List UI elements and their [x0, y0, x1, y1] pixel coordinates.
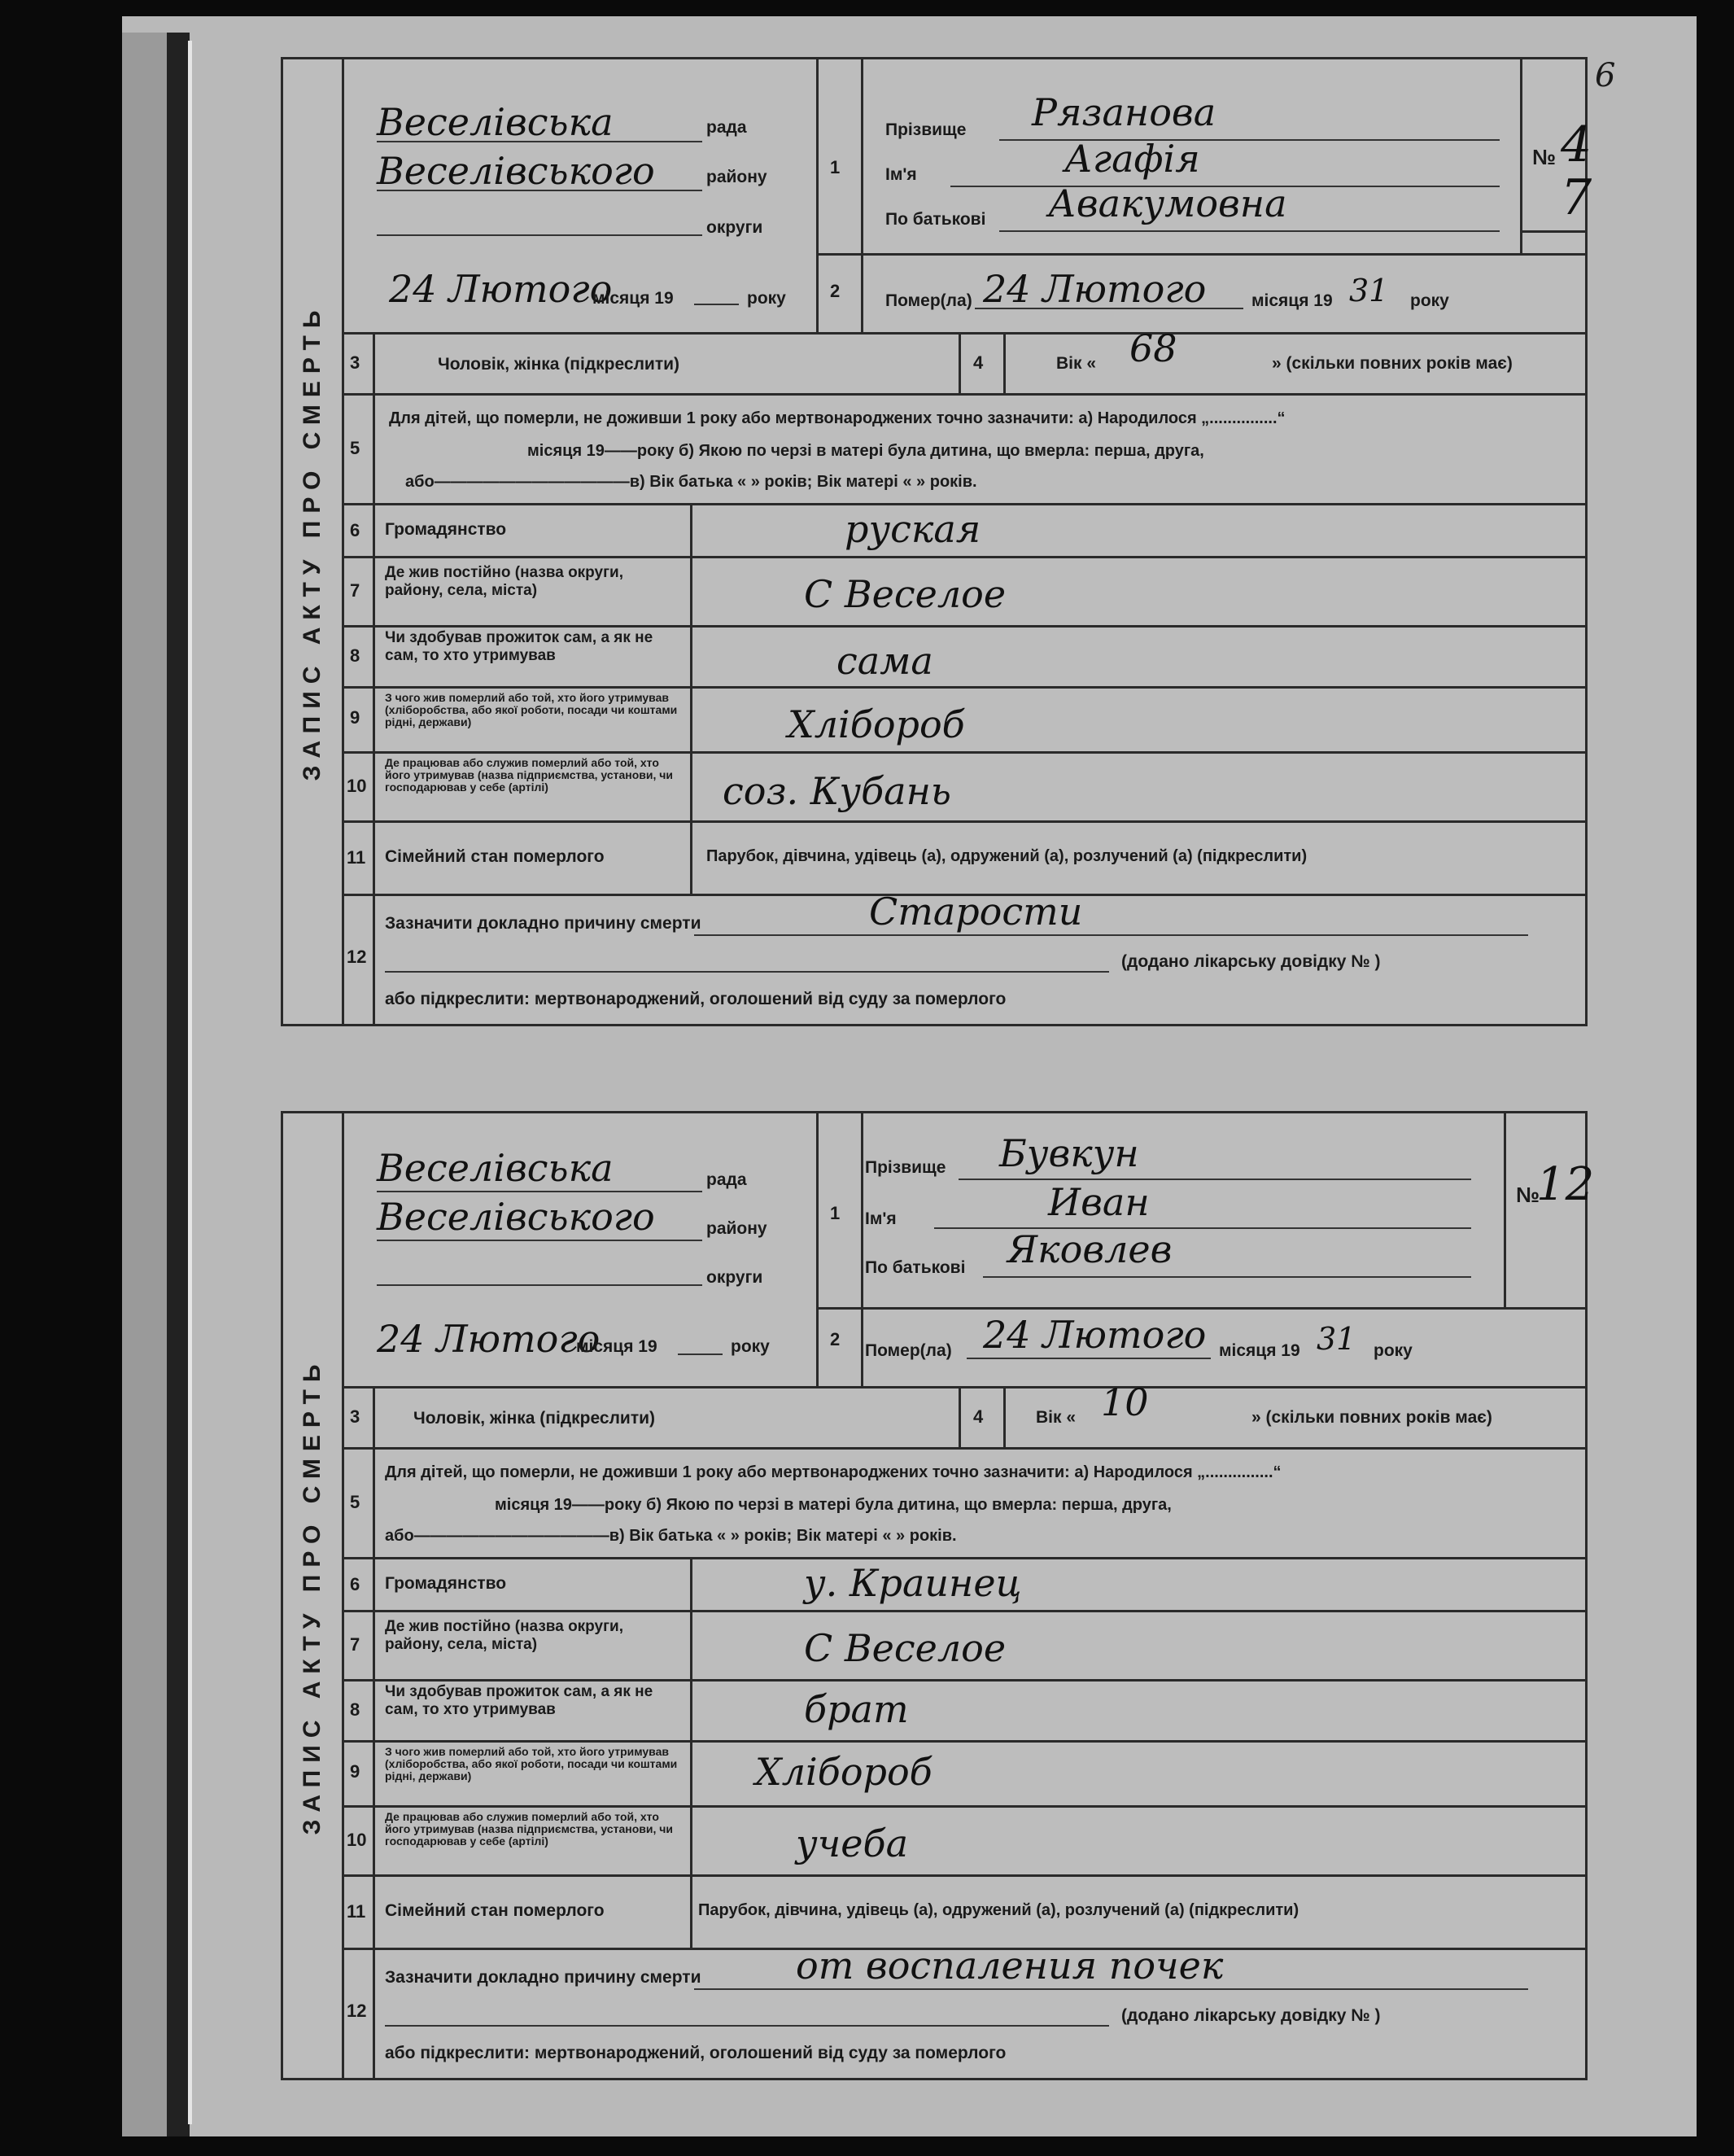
surname-value: Рязанова	[1032, 90, 1216, 134]
workplace-label: Де працював або служив померлий або той, хто його утримував (назва підприємства, установи, чи господарював у себе (артілі)	[385, 756, 673, 794]
occupation-label: З чого жив померлий або той, хто його утримував (хліборобства, або якої роботи, посади чи коштами рідні, держави)	[385, 1745, 678, 1782]
died-month-label: місяця 19	[1219, 1341, 1300, 1360]
occupation-value: Хлібороб	[788, 702, 965, 746]
date-year-label: року	[731, 1337, 770, 1356]
raion-label: району	[706, 1219, 767, 1238]
marital-text: Парубок, дівчина, удівець (а), одружений (а), розлучений (а) (підкреслити)	[706, 847, 1308, 865]
raion-value: Веселівського	[377, 1195, 655, 1239]
died-value: 24 Лютого	[983, 267, 1207, 311]
binding-edge	[122, 33, 171, 2136]
side-title: ЗАПИС АКТУ ПРО СМЕРТЬ	[283, 1113, 344, 2078]
age-value: 68	[1129, 326, 1177, 370]
record-no-label: №	[1516, 1183, 1540, 1207]
citizenship-value: руская	[845, 507, 981, 551]
patronymic-label: По батькові	[885, 210, 986, 229]
citizenship-value: у. Краинец	[804, 1561, 1022, 1605]
residence-value: С Веселое	[804, 572, 1007, 616]
name-label: Ім'я	[865, 1209, 897, 1228]
died-month-label: місяця 19	[1251, 291, 1333, 310]
page-number: 6	[1595, 57, 1616, 94]
book-spine	[167, 33, 190, 2136]
date-year-label: року	[747, 289, 786, 308]
children-line-3: або————————————в) Вік батька « » років; Вік матері « » років.	[385, 1527, 957, 1545]
date-value: 24 Лютого	[377, 1317, 601, 1361]
death-record-card-1: ЗАПИС АКТУ ПРО СМЕРТЬ Веселівська рада Веселівського району округи 24 Лютого місяця 19 року 1 2 Прізвище Рязанова Ім'я Агафія По батькові Авакумовна № 4 7 Помер(ла) 24 Лютого місяця 19 31 року 3 Чоловік, жінка (підкреслити) 4 Вік « 68 » (скільки повних років має) 5 Для дітей, що померли, не доживши 1 року або мертвонароджених точно зазначити: а) Народилося „...............“ місяця 19——року б) Якою по черзі в матері була дитина, що вмерла: перша, друга, або————————————в) Вік батька « » років; Вік матері « » років. 6 Громадянство руская 7 Де жив постійно (назва округи, району, села, міста) С Веселое 8 Чи здобував прожиток сам, а як не сам, то хто утримував сама 9 З чого жив померлий або той, хто його утримував (хліборобства, або якої роботи, посади чи коштами рідні, держави) Хлібороб 10 Де працював або служив померлий або той, хто його утримував (назва підприємства, установи, чи господарював у себе (артілі) соз. Кубань 11 Сімейний стан померлого Парубок, дівчина, удівець (а), одружений (а), розлучений (а) (підкреслити) 12 Зазначити докладно причину смерти Старости (додано лікарську довідку № ) або підкреслити: мертвонароджений, оголошений від суду за померлого	[281, 57, 1588, 1026]
cause-label: Зазначити докладно причину смерти	[385, 914, 701, 933]
date-value: 24 Лютого	[389, 267, 613, 311]
date-month-label: місяця 19	[576, 1337, 657, 1356]
surname-label: Прізвище	[885, 120, 967, 139]
support-value: брат	[804, 1687, 909, 1731]
support-label: Чи здобував прожиток сам, а як не сам, то хто утримував	[385, 629, 653, 664]
marital-text: Парубок, дівчина, удівець (а), одружений (а), розлучений (а) (підкреслити)	[698, 1901, 1299, 1919]
side-title: ЗАПИС АКТУ ПРО СМЕРТЬ	[283, 59, 344, 1024]
occupation-value: Хлібороб	[755, 1750, 933, 1794]
workplace-label: Де працював або служив померлий або той, хто його утримував (назва підприємства, установи, чи господарював у себе (артілі)	[385, 1810, 673, 1848]
workplace-value: учеба	[796, 1821, 909, 1865]
children-line-2: місяця 19——року б) Якою по черзі в матері була дитина, що вмерла: перша, друга,	[527, 442, 1204, 460]
sex-text: Чоловік, жінка (підкреслити)	[438, 355, 680, 374]
died-year-label: року	[1410, 291, 1449, 310]
patronymic-label: По батькові	[865, 1258, 966, 1277]
citizenship-label: Громадянство	[385, 520, 507, 539]
record-no-corrected: 7	[1561, 169, 1592, 226]
age-suffix: » (скільки повних років має)	[1251, 1408, 1492, 1427]
surname-label: Прізвище	[865, 1158, 946, 1177]
marital-label: Сімейний стан померлого	[385, 1901, 605, 1920]
age-label: Вік «	[1056, 354, 1097, 373]
cause-value: Старости	[869, 890, 1083, 934]
citizenship-label: Громадянство	[385, 1574, 507, 1593]
died-label: Помер(ла)	[885, 291, 972, 310]
support-value: сама	[836, 639, 933, 683]
sex-text: Чоловік, жінка (підкреслити)	[413, 1409, 656, 1428]
died-label: Помер(ла)	[865, 1341, 952, 1360]
okrugy-label: округи	[706, 1268, 763, 1287]
raion-value: Веселівського	[377, 149, 655, 193]
cause-line-3: або підкреслити: мертвонароджений, оголошений від суду за померлого	[385, 990, 1007, 1008]
children-line-2: місяця 19——року б) Якою по черзі в матері була дитина, що вмерла: перша, друга,	[495, 1496, 1172, 1514]
death-record-card-2: ЗАПИС АКТУ ПРО СМЕРТЬ Веселівська рада Веселівського району округи 24 Лютого місяця 19 року 1 2 Прізвище Бувкун Ім'я Иван По батькові Яковлев № 12 Помер(ла) 24 Лютого місяця 19 31 року 3 Чоловік, жінка (підкреслити) 4 Вік « 10 » (скільки повних років має) 5 Для дітей, що померли, не доживши 1 року або мертвонароджених точно зазначити: а) Народилося „...............“ місяця 19——року б) Якою по черзі в матері була дитина, що вмерла: перша, друга, або————————————в) Вік батька « » років; Вік матері « » років. 6 Громадянство у. Краинец 7 Де жив постійно (назва округи, району, села, міста) С Веселое 8 Чи здобував прожиток сам, а як не сам, то хто утримував брат 9 З чого жив померлий або той, хто його утримував (хліборобства, або якої роботи, посади чи коштами рідні, держави) Хлібороб 10 Де працював або служив померлий або той, хто його утримував (назва підприємства, установи, чи господарював у себе (артілі) учеба 11 Сімейний стан померлого Парубок, дівчина, удівець (а), одружений (а), розлучений (а) (підкреслити) 12 Зазначити докладно причину смерти от воспаления почек (додано лікарську довідку № ) або підкреслити: мертвонароджений, оголошений від суду за померлого	[281, 1111, 1588, 2080]
patronymic-value: Яковлев	[1007, 1227, 1173, 1271]
cause-label: Зазначити докладно причину смерти	[385, 1968, 701, 1987]
cause-note: (додано лікарську довідку № )	[1121, 952, 1381, 971]
children-line-1: Для дітей, що померли, не доживши 1 року або мертвонароджених точно зазначити: а) Народилося „...............“	[389, 409, 1286, 427]
died-year-value: 31	[1317, 1321, 1356, 1357]
rada-label: рада	[706, 118, 747, 137]
surname-value: Бувкун	[999, 1131, 1139, 1175]
occupation-label: З чого жив померлий або той, хто його утримував (хліборобства, або якої роботи, посади чи коштами рідні, держави)	[385, 691, 678, 728]
workplace-value: соз. Кубань	[723, 769, 951, 813]
age-label: Вік «	[1036, 1408, 1077, 1427]
cause-note: (додано лікарську довідку № )	[1121, 2006, 1381, 2025]
cause-line-3: або підкреслити: мертвонароджений, оголошений від суду за померлого	[385, 2044, 1007, 2062]
rada-label: рада	[706, 1170, 747, 1189]
residence-label: Де жив постійно (назва округи, району, села, міста)	[385, 564, 623, 599]
rada-value: Веселівська	[377, 100, 614, 144]
marital-label: Сімейний стан померлого	[385, 847, 605, 866]
patronymic-value: Авакумовна	[1048, 181, 1287, 225]
record-no-label: №	[1532, 145, 1556, 169]
died-year-value: 31	[1349, 273, 1389, 308]
okrugy-label: округи	[706, 218, 763, 237]
rada-value: Веселівська	[377, 1146, 614, 1190]
record-no-value: 4	[1561, 116, 1592, 173]
name-value: Иван	[1048, 1180, 1150, 1224]
cause-value: от воспаления почек	[796, 1944, 1224, 1988]
margin-rule	[188, 41, 192, 2124]
children-line-1: Для дітей, що померли, не доживши 1 року або мертвонароджених точно зазначити: а) Народилося „...............“	[385, 1463, 1282, 1481]
died-year-label: року	[1374, 1341, 1413, 1360]
support-label: Чи здобував прожиток сам, а як не сам, то хто утримував	[385, 1683, 653, 1718]
record-no-value: 12	[1536, 1158, 1595, 1211]
raion-label: району	[706, 168, 767, 186]
date-month-label: місяця 19	[592, 289, 674, 308]
name-value: Агафія	[1064, 137, 1200, 181]
residence-value: С Веселое	[804, 1626, 1007, 1670]
name-label: Ім'я	[885, 165, 917, 184]
died-value: 24 Лютого	[983, 1313, 1207, 1357]
age-suffix: » (скільки повних років має)	[1272, 354, 1513, 373]
residence-label: Де жив постійно (назва округи, району, села, міста)	[385, 1618, 623, 1653]
children-line-3: або————————————в) Вік батька « » років; Вік матері « » років.	[405, 473, 977, 491]
age-value: 10	[1101, 1380, 1149, 1424]
